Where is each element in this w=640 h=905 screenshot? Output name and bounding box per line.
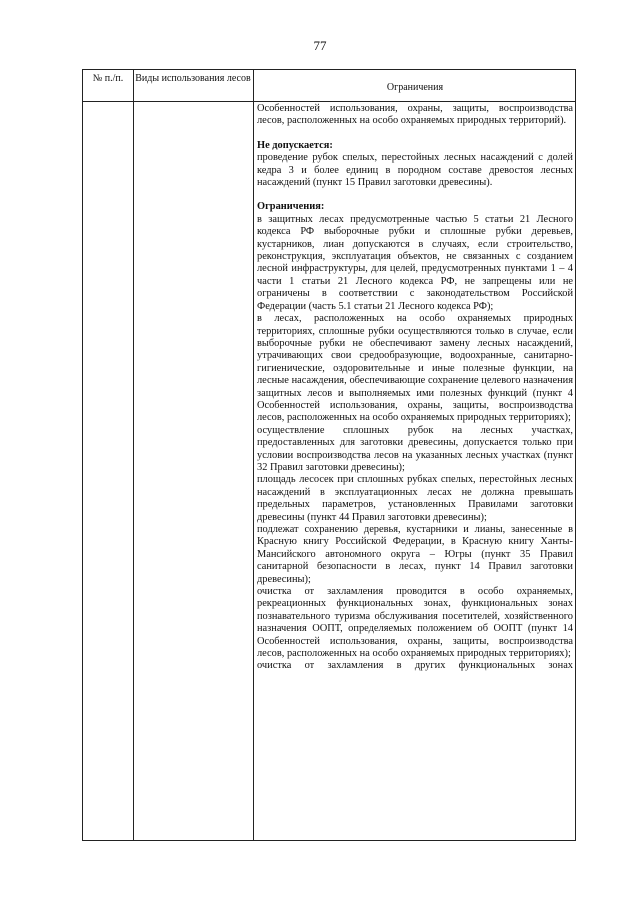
not-allowed-heading: Не допускается:: [257, 139, 333, 151]
restriction-paragraph: очистка от захламления в других функциональных зонах: [257, 660, 573, 672]
restrictions-heading: Ограничения:: [257, 201, 325, 213]
intro-paragraph: Особенностей использования, охраны, защиты, воспроизводства лесов, расположенных на особо охраняемых природных территорий).: [257, 103, 573, 127]
restrictions-table: [82, 69, 576, 841]
header-restrictions: Ограничения: [386, 82, 444, 93]
restriction-paragraph: в защитных лесах предусмотренные частью 5 статьи 21 Лесного кодекса РФ выборочные рубки и сплошные рубки деревьев, кустарников, лиан допускаются в случаях, если строительство, реконструкция, эксплуатация объектов, не связанных с созданием лесной инфраструктуры, для целей, предусмотренных пунктами 1 – 4 части 1 статьи 21 Лесного кодекса РФ, не запрещены или не ограничены в соответствии с законодательством Российской Федерации (часть 5.1 статьи 21 Лесного кодекса РФ);: [257, 213, 573, 312]
header-number: № п./п.: [92, 73, 124, 84]
restrictions-content: [257, 103, 573, 673]
page-number: 77: [313, 38, 327, 53]
restriction-paragraph: осуществление сплошных рубок на лесных участках, предоставленных для заготовки древесины, допускается только при условии воспроизводства лесов на указанных лесных участках (пункт 32 Правил заготовки древесины);: [257, 424, 573, 473]
column-divider: [133, 70, 134, 840]
restriction-paragraph: в лесах, расположенных на особо охраняемых природных территориях, сплошные рубки осуществляются только в случае, если выборочные рубки не обеспечивают замену лесных насаждений, утрачивающих свои средообразующие, водоохранные, санитарно-гигиенические, оздоровительные и иные полезные функции, на лесные насаждения, обеспечивающие сохранение целевого назначения защитных лесов и выполняемых ими полезных функций (пункт 4 Особенностей использования, охраны, защиты, воспроизводства лесов, расположенных на особо охраняемых природных территориях);: [257, 313, 573, 424]
not-allowed-paragraph: проведение рубок спелых, перестойных лесных насаждений с долей кедра 3 и более единиц в породном составе древостоя лесных насаждений (пункт 15 Правил заготовки древесины).: [257, 152, 573, 189]
restriction-paragraph: подлежат сохранению деревья, кустарники и лианы, занесенные в Красную книгу Российской Федерации, в Красную книгу Ханты-Мансийского автономного округа – Югры (пункт 35 Правил санитарной безопасности в лесах, пункт 14 Правил заготовки древесины);: [257, 524, 573, 585]
restriction-paragraph: площадь лесосек при сплошных рубках спелых, перестойных лесных насаждений в эксплуатационных лесах не должна превышать предельных параметров, установленных Правилами заготовки древесины (пункт 44 Правил заготовки древесины);: [257, 474, 573, 523]
restriction-paragraph: очистка от захламления проводится в особо охраняемых, рекреационных функциональных зонах, функциональных зонах познавательного туризма обслуживания посетителей, хозяйственного назначения ООПТ, определяемых положением об ООПТ (пункт 14 Особенностей использования, охраны, защиты, воспроизводства лесов, расположенных на особо охраняемых природных территориях);: [257, 586, 573, 660]
column-divider: [253, 70, 254, 840]
header-usage-types: Виды использования лесов: [135, 73, 251, 84]
